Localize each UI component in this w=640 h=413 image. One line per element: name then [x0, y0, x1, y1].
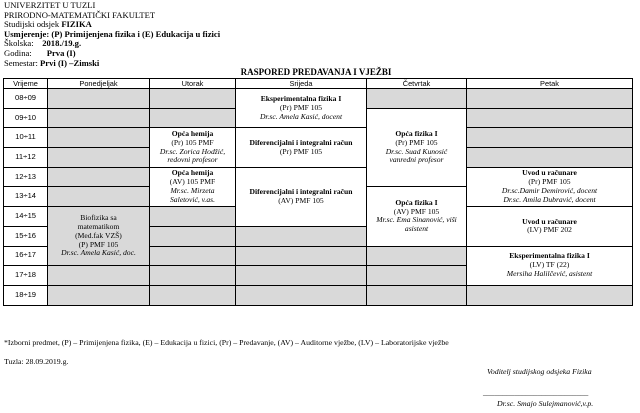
department-value: FIZIKA [61, 19, 92, 30]
schedule-table [3, 78, 633, 306]
empty-cell [236, 226, 367, 246]
empty-cell [236, 266, 367, 286]
time-cell: 14÷15 [4, 207, 48, 227]
empty-cell [48, 187, 150, 207]
table-row [4, 167, 633, 187]
time-cell: 08÷09 [4, 89, 48, 109]
time-cell: 12÷13 [4, 167, 48, 187]
col-header-time: Vrijeme [4, 79, 48, 89]
class-cell-thu-general-physics-lecture: Opća fizika I (Pr) PMF 105 Dr.sc. Suad Kunosić vanredni profesor [367, 108, 467, 187]
empty-cell [150, 246, 236, 266]
class-cell-fri-computers-lab: Uvod u računare (LV) PMF 202 [467, 207, 633, 246]
legend-footnote: *Izborni predmet, (P) – Primijenjena fizika, (E) – Edukacija u fizici, (Pr) – Predavanje, (AV) – Auditorne vježbe, (LV) – Laboratorijske vježbe [4, 338, 449, 347]
time-cell: 11÷12 [4, 148, 48, 168]
empty-cell [467, 89, 633, 109]
orientation-value: (P) Primijenjena fizika i (E) Edukacija u fizici [51, 28, 221, 39]
empty-cell [467, 285, 633, 305]
empty-cell [150, 285, 236, 305]
empty-cell [467, 128, 633, 148]
empty-cell [367, 89, 467, 109]
signature-role: Voditelj studijskog odsjeka Fizika [487, 367, 592, 376]
empty-cell [150, 108, 236, 128]
empty-cell [467, 148, 633, 168]
time-cell: 18÷19 [4, 285, 48, 305]
table-row [4, 285, 633, 305]
class-cell-wed-calculus-lecture: Diferencijalni i integralni račun (Pr) PMF 105 [236, 128, 367, 167]
empty-cell [150, 266, 236, 286]
empty-cell [48, 167, 150, 187]
class-cell-fri-computers-lecture: Uvod u računare (Pr) PMF 105 Dr.sc.Damir Demirović, docent Dr.sc. Amila Dubravić, docent [467, 167, 633, 206]
faculty-name: PRIRODNO-MATEMATIČKI FAKULTET [4, 9, 156, 20]
time-cell: 16÷17 [4, 246, 48, 266]
col-header-thursday: Četvrtak [367, 79, 467, 89]
study-year-value: Prva (I) [46, 47, 76, 58]
empty-cell [48, 148, 150, 168]
school-year-label: Školska: [4, 38, 34, 49]
col-header-tuesday: Utorak [150, 79, 236, 89]
col-header-friday: Petak [467, 79, 633, 89]
empty-cell [150, 89, 236, 109]
signature-name: Dr.sc. Smajo Sulejmanović,v.p. [497, 399, 594, 408]
empty-cell [467, 108, 633, 128]
empty-cell [48, 266, 150, 286]
class-cell-wed-calculus-exercise: Diferencijalni i integralni račun (AV) PMF 105 [236, 167, 367, 226]
semester-label: Semestar: [4, 57, 38, 68]
empty-cell [236, 246, 367, 266]
empty-cell [367, 246, 467, 266]
school-year-value: 2018./19.g. [42, 38, 82, 49]
class-cell-mon-biophysics: Biofizika sa matematikom (Med.fak VZŠ) (P) PMF 105 Dr.sc. Amela Kasić, doc. [48, 207, 150, 266]
empty-cell [367, 285, 467, 305]
study-year-label: Godina: [4, 47, 32, 58]
place-date: Tuzla: 28.09.2019.g. [4, 357, 69, 366]
empty-cell [48, 285, 150, 305]
orientation-label: Usmjerenje: [4, 28, 50, 39]
empty-cell [367, 266, 467, 286]
time-cell: 17÷18 [4, 266, 48, 286]
class-cell-tue-chemistry-lecture: Opća hemija (Pr) 105 PMF Dr.sc. Zorica Hodžić, redovni profesor [150, 128, 236, 167]
empty-cell [48, 128, 150, 148]
class-cell-tue-chemistry-exercise: Opća hemija (AV) 105 PMF Mr.sc. Mirzeta Saletović, v.as. [150, 167, 236, 206]
time-cell: 09÷10 [4, 108, 48, 128]
university-name: UNIVERZITET U TUZLI [4, 0, 96, 10]
col-header-wednesday: Srijeda [236, 79, 367, 89]
document-header [4, 1, 220, 68]
table-header-row [4, 79, 633, 89]
empty-cell [150, 226, 236, 246]
empty-cell [150, 207, 236, 227]
class-cell-thu-general-physics-exercise: Opća fizika I (AV) PMF 105 Mr.sc. Ema Sinanović, viši asistent [367, 187, 467, 246]
schedule-title: RASPORED PREDAVANJA I VJEŽBI [240, 67, 392, 77]
col-header-monday: Ponedjeljak [48, 79, 150, 89]
table-row [4, 128, 633, 148]
semester-value: Prvi (I) –Zimski [40, 57, 100, 68]
time-cell: 10÷11 [4, 128, 48, 148]
empty-cell [48, 89, 150, 109]
signature-line: ___________________________ [483, 388, 589, 397]
class-cell-fri-exp-physics-lab: Eksperimentalna fizika I (LV) TF (22) Mersiha Halilčević, asistent [467, 246, 633, 285]
table-row [4, 89, 633, 109]
time-cell: 13÷14 [4, 187, 48, 207]
class-cell-wed-exp-physics: Eksperimentalna fizika I (Pr) PMF 105 Dr.sc. Amela Kasić, docent [236, 89, 367, 128]
time-cell: 15÷16 [4, 226, 48, 246]
department-label: Studijski odsjek [4, 19, 60, 30]
empty-cell [236, 285, 367, 305]
empty-cell [48, 108, 150, 128]
